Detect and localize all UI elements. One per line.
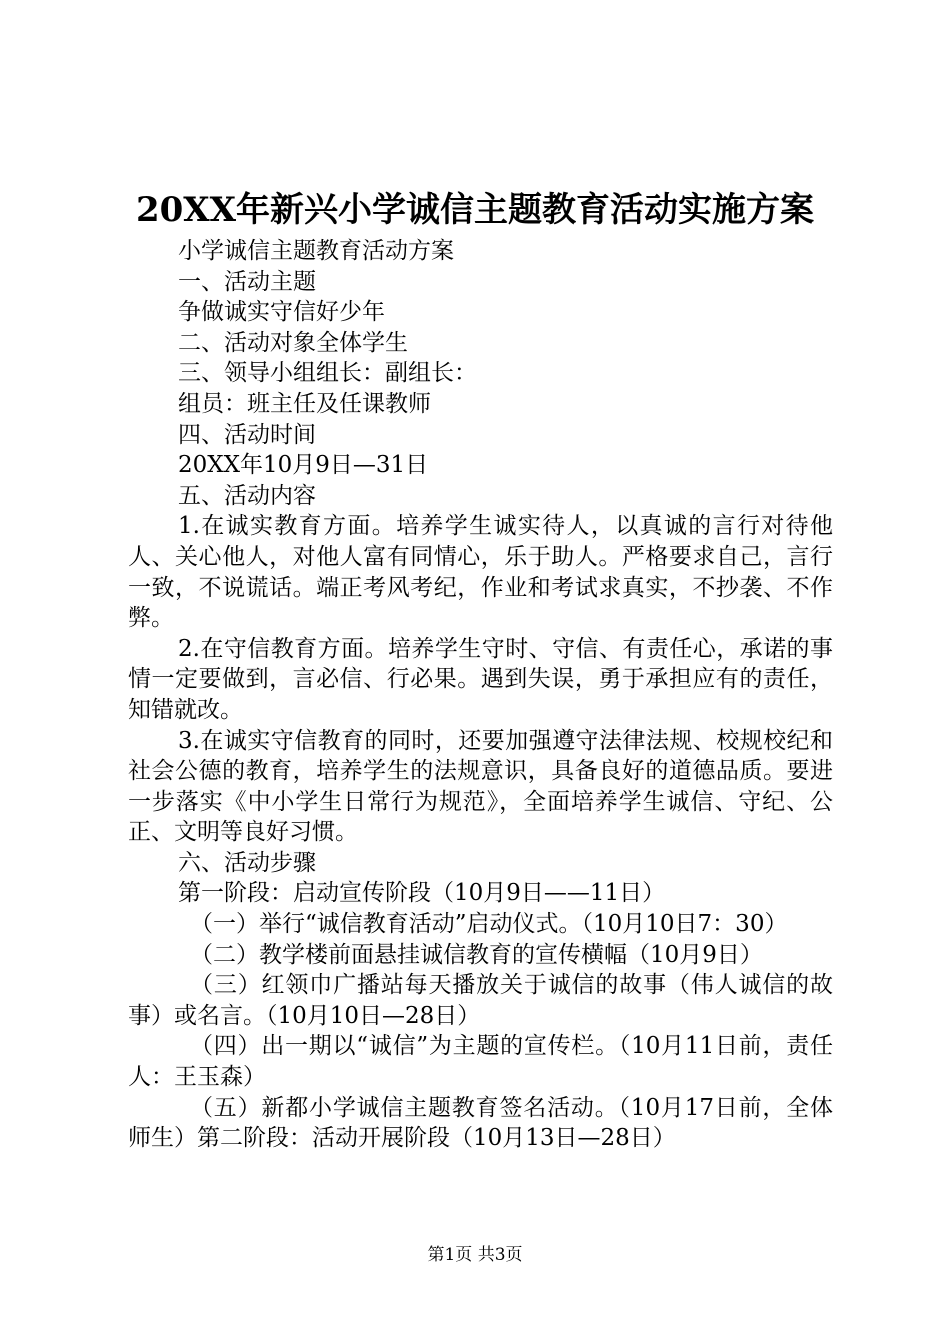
content-item-trust: 2.在守信教育方面。培养学生守时、守信、有责任心，承诺的事情一定要做到，言必信、行必果。遇到失误，勇于承担应有的责任，知错就改。 bbox=[128, 635, 833, 723]
section-heading-steps: 六、活动步骤 bbox=[178, 849, 316, 876]
theme-text: 争做诚实守信好少年 bbox=[178, 299, 385, 326]
section-heading-theme: 一、活动主题 bbox=[178, 268, 316, 295]
plan-subtitle: 小学诚信主题教育活动方案 bbox=[178, 238, 454, 264]
leadership-members: 组员：班主任及任课教师 bbox=[178, 390, 431, 417]
phase-one-item: （五）新都小学诚信主题教育签名活动。（10月17日前，全体师生）第二阶段：活动开展阶段（10月13日—28日） bbox=[128, 1094, 833, 1152]
activity-dates: 20XX年10月9日—31日 bbox=[178, 452, 429, 479]
phase-one-item: （一）举行“诚信教育活动”启动仪式。（10月10日7：30） bbox=[190, 911, 788, 938]
phase-one-heading: 第一阶段：启动宣传阶段（10月9日——11日） bbox=[178, 880, 666, 907]
content-item-honesty: 1.在诚实教育方面。培养学生诚实待人，以真诚的言行对待他人、关心他人，对他人富有同情心，乐于助人。严格要求自己，言行一致，不说谎话。端正考风考纪，作业和考试求真实，不抄袭、不作弊。 bbox=[128, 513, 833, 632]
document-title: 20XX年新兴小学诚信主题教育活动实施方案 bbox=[135, 190, 815, 230]
section-heading-content: 五、活动内容 bbox=[178, 482, 316, 509]
section-heading-audience: 二、活动对象全体学生 bbox=[178, 329, 408, 356]
section-heading-leadership: 三、领导小组组长：副组长： bbox=[178, 360, 477, 387]
section-heading-time: 四、活动时间 bbox=[178, 421, 316, 448]
phase-one-item: （四）出一期以“诚信”为主题的宣传栏。（10月11日前，责任人：王玉森） bbox=[128, 1033, 833, 1091]
phase-one-item: （二）教学楼前面悬挂诚信教育的宣传横幅（10月9日） bbox=[190, 941, 763, 968]
page-number-footer: 第1页 共3页 bbox=[427, 1245, 523, 1265]
phase-one-item: （三）红领巾广播站每天播放关于诚信的故事（伟人诚信的故事）或名言。（10月10日—28日） bbox=[128, 972, 833, 1029]
document-body bbox=[128, 236, 833, 1154]
content-item-law: 3.在诚实守信教育的同时，还要加强遵守法律法规、校规校纪和社会公德的教育，培养学生的法规意识，具备良好的道德品质。要进一步落实《中小学生日常行为规范》，全面培养学生诚信、守纪、公正、文明等良好习惯。 bbox=[128, 727, 833, 846]
